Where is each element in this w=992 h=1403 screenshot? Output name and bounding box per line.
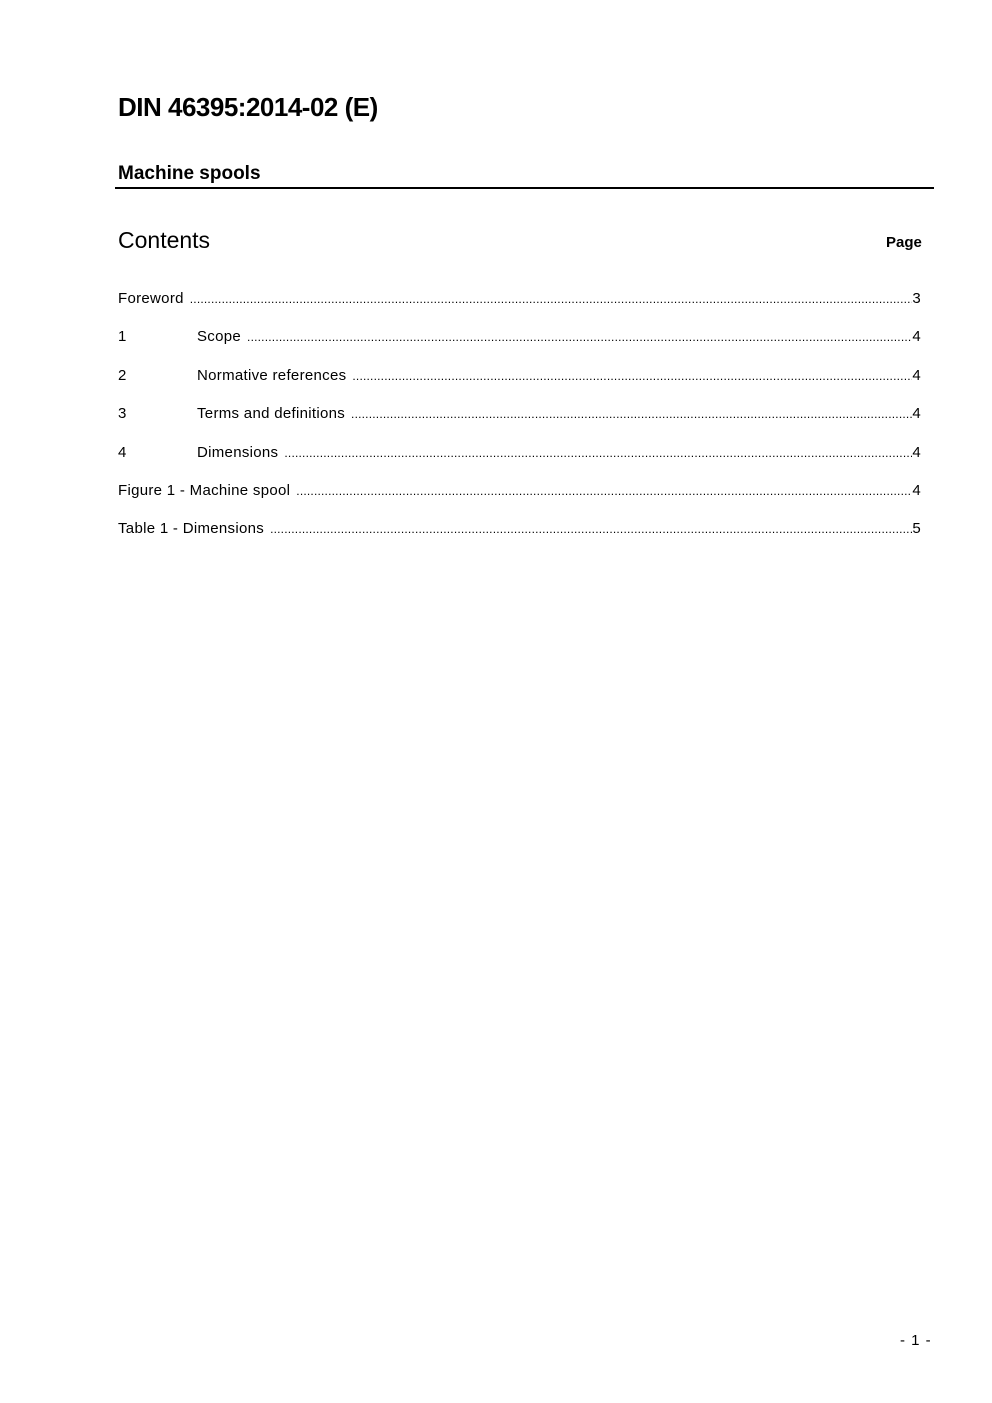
- toc-entry-label: Scope: [197, 328, 242, 346]
- toc-entry-label: Foreword: [118, 290, 184, 307]
- toc-entry-label: Figure 1 - Machine spool: [118, 481, 291, 499]
- page-number: - 1 -: [900, 1332, 932, 1349]
- toc-entry-page: 4: [912, 443, 921, 461]
- toc-dot-leader: [284, 446, 912, 460]
- toc-entry-scope[interactable]: [118, 328, 921, 366]
- toc-entry-page: 4: [912, 405, 921, 423]
- toc-entry-number: 4: [118, 443, 127, 461]
- document-subtitle: Machine spools: [118, 163, 261, 184]
- toc-dot-leader: [351, 407, 912, 421]
- toc-entry-page: 3: [912, 290, 921, 307]
- toc-entry-number: 1: [118, 328, 127, 346]
- toc-entry-label: Dimensions: [197, 443, 279, 461]
- subtitle-divider: [115, 187, 934, 189]
- toc-entry-label: Table 1 - Dimensions: [118, 520, 265, 538]
- toc-entry-figure-1[interactable]: [118, 482, 921, 520]
- document-title: DIN 46395:2014-02 (E): [118, 92, 378, 122]
- toc-dot-leader: [247, 330, 912, 344]
- toc-entry-number: 3: [118, 405, 127, 423]
- toc-dot-leader: [190, 292, 913, 306]
- toc-entry-page: 5: [912, 520, 921, 538]
- page-column-heading: Page: [886, 234, 922, 251]
- toc-entry-dimensions[interactable]: [118, 444, 921, 482]
- toc-dot-leader: [352, 369, 912, 383]
- toc-dot-leader: [270, 522, 912, 536]
- toc-entry-page: 4: [912, 481, 921, 499]
- toc-entry-foreword[interactable]: [118, 290, 921, 328]
- toc-entry-normative-references[interactable]: [118, 367, 921, 405]
- toc-entry-table-1[interactable]: [118, 520, 921, 558]
- toc-entry-number: 2: [118, 366, 127, 384]
- toc-entry-terms-and-definitions[interactable]: [118, 405, 921, 443]
- toc-entry-page: 4: [912, 328, 921, 346]
- toc-dot-leader: [296, 484, 912, 498]
- contents-heading: Contents: [118, 227, 211, 253]
- toc-entry-label: Normative references: [197, 366, 347, 384]
- table-of-contents: [118, 290, 921, 559]
- toc-entry-label: Terms and definitions: [197, 405, 346, 423]
- toc-entry-page: 4: [912, 366, 921, 384]
